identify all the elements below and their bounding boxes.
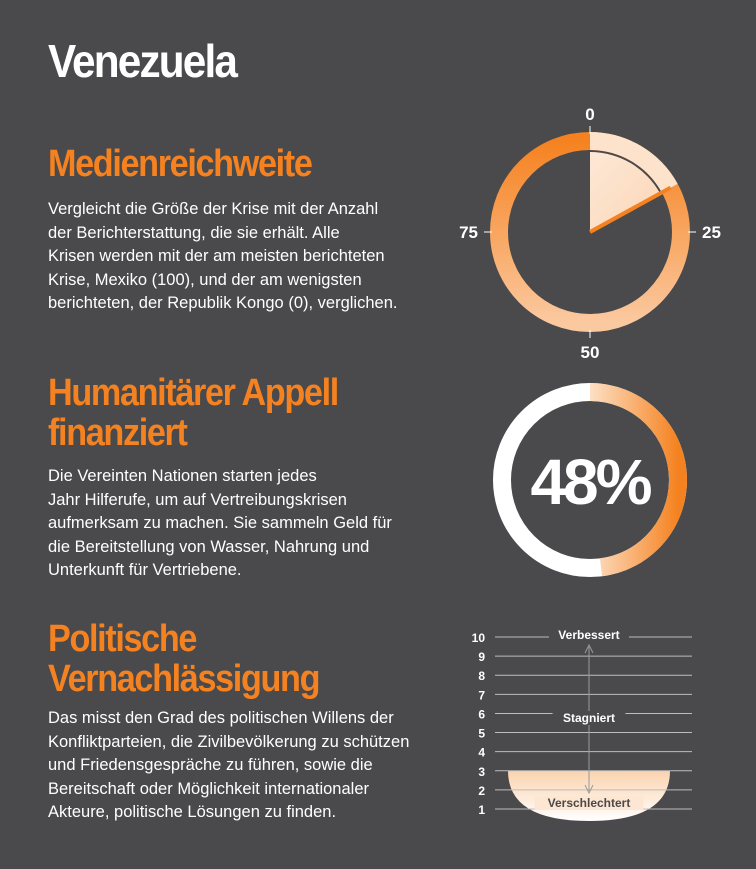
- gauge-tick-label: 25: [702, 223, 721, 242]
- heading-line: Politische: [48, 618, 197, 660]
- heading-line: Humanitärer Appell: [48, 372, 338, 414]
- scale-label-stagnant: Stagniert: [562, 711, 616, 725]
- media-reach-heading: Medienreichweite: [48, 143, 312, 185]
- text-line: Die Vereinten Nationen starten jedes: [48, 467, 317, 485]
- text-line: Krisen werden mit der am meisten berichteten: [48, 247, 385, 265]
- donut-percent-label: 48%: [530, 446, 650, 518]
- scale-label-improved: Verbessert: [558, 628, 620, 642]
- heading-line: finanziert: [48, 412, 187, 454]
- text-line: Bereitschaft oder Möglichkeit internationaler: [48, 779, 370, 798]
- heading-line: Vernachlässigung: [48, 658, 320, 700]
- text-line: aufmerksam zu machen. Sie sammeln Geld für: [48, 514, 392, 532]
- text-line: Krise, Mexiko (100), und der am wenigsten: [48, 270, 362, 289]
- text-line: Das misst den Grad des politischen Willens der: [48, 709, 394, 727]
- scale-tick-label: 7: [478, 688, 485, 703]
- gauge-tick-label: 50: [580, 343, 600, 362]
- scale-tick-label: 4: [478, 745, 485, 760]
- scale-tick-label: 8: [478, 669, 485, 684]
- scale-label-worsened: Verschlechtert: [547, 796, 631, 810]
- text-line: Konfliktparteien, die Zivilbevölkerung zu schützen: [48, 732, 410, 751]
- text-line: die Bereitstellung von Wasser, Nahrung und: [48, 537, 370, 556]
- text-line: Vergleicht die Größe der Krise mit der Anzahl: [48, 200, 379, 218]
- text-line: berichteten, der Republik Kongo (0), verglichen.: [48, 294, 398, 312]
- scale-tick-label: 3: [478, 764, 485, 779]
- scale-tick-label: 1: [478, 803, 485, 817]
- text-line: und Friedensgespräche zu führen, sowie die: [48, 756, 373, 774]
- scale-tick-label: 2: [478, 783, 485, 798]
- scale-tick-label: 6: [478, 707, 485, 722]
- gauge-tick-label: 75: [459, 223, 478, 242]
- scale-tick-label: 10: [471, 631, 485, 645]
- text-line: der Berichterstattung, die sie erhält. Alle: [48, 223, 340, 242]
- text-line: Jahr Hilferufe, um auf Vertreibungskrisen: [48, 490, 347, 509]
- text-line: Unterkunft für Vertriebene.: [48, 561, 242, 579]
- gauge-tick-label: 0: [585, 105, 595, 124]
- scale-tick-label: 5: [478, 726, 485, 741]
- page-title: Venezuela: [48, 35, 237, 87]
- scale-tick-label: 9: [478, 650, 485, 665]
- text-line: Akteure, politische Lösungen zu finden.: [48, 803, 337, 821]
